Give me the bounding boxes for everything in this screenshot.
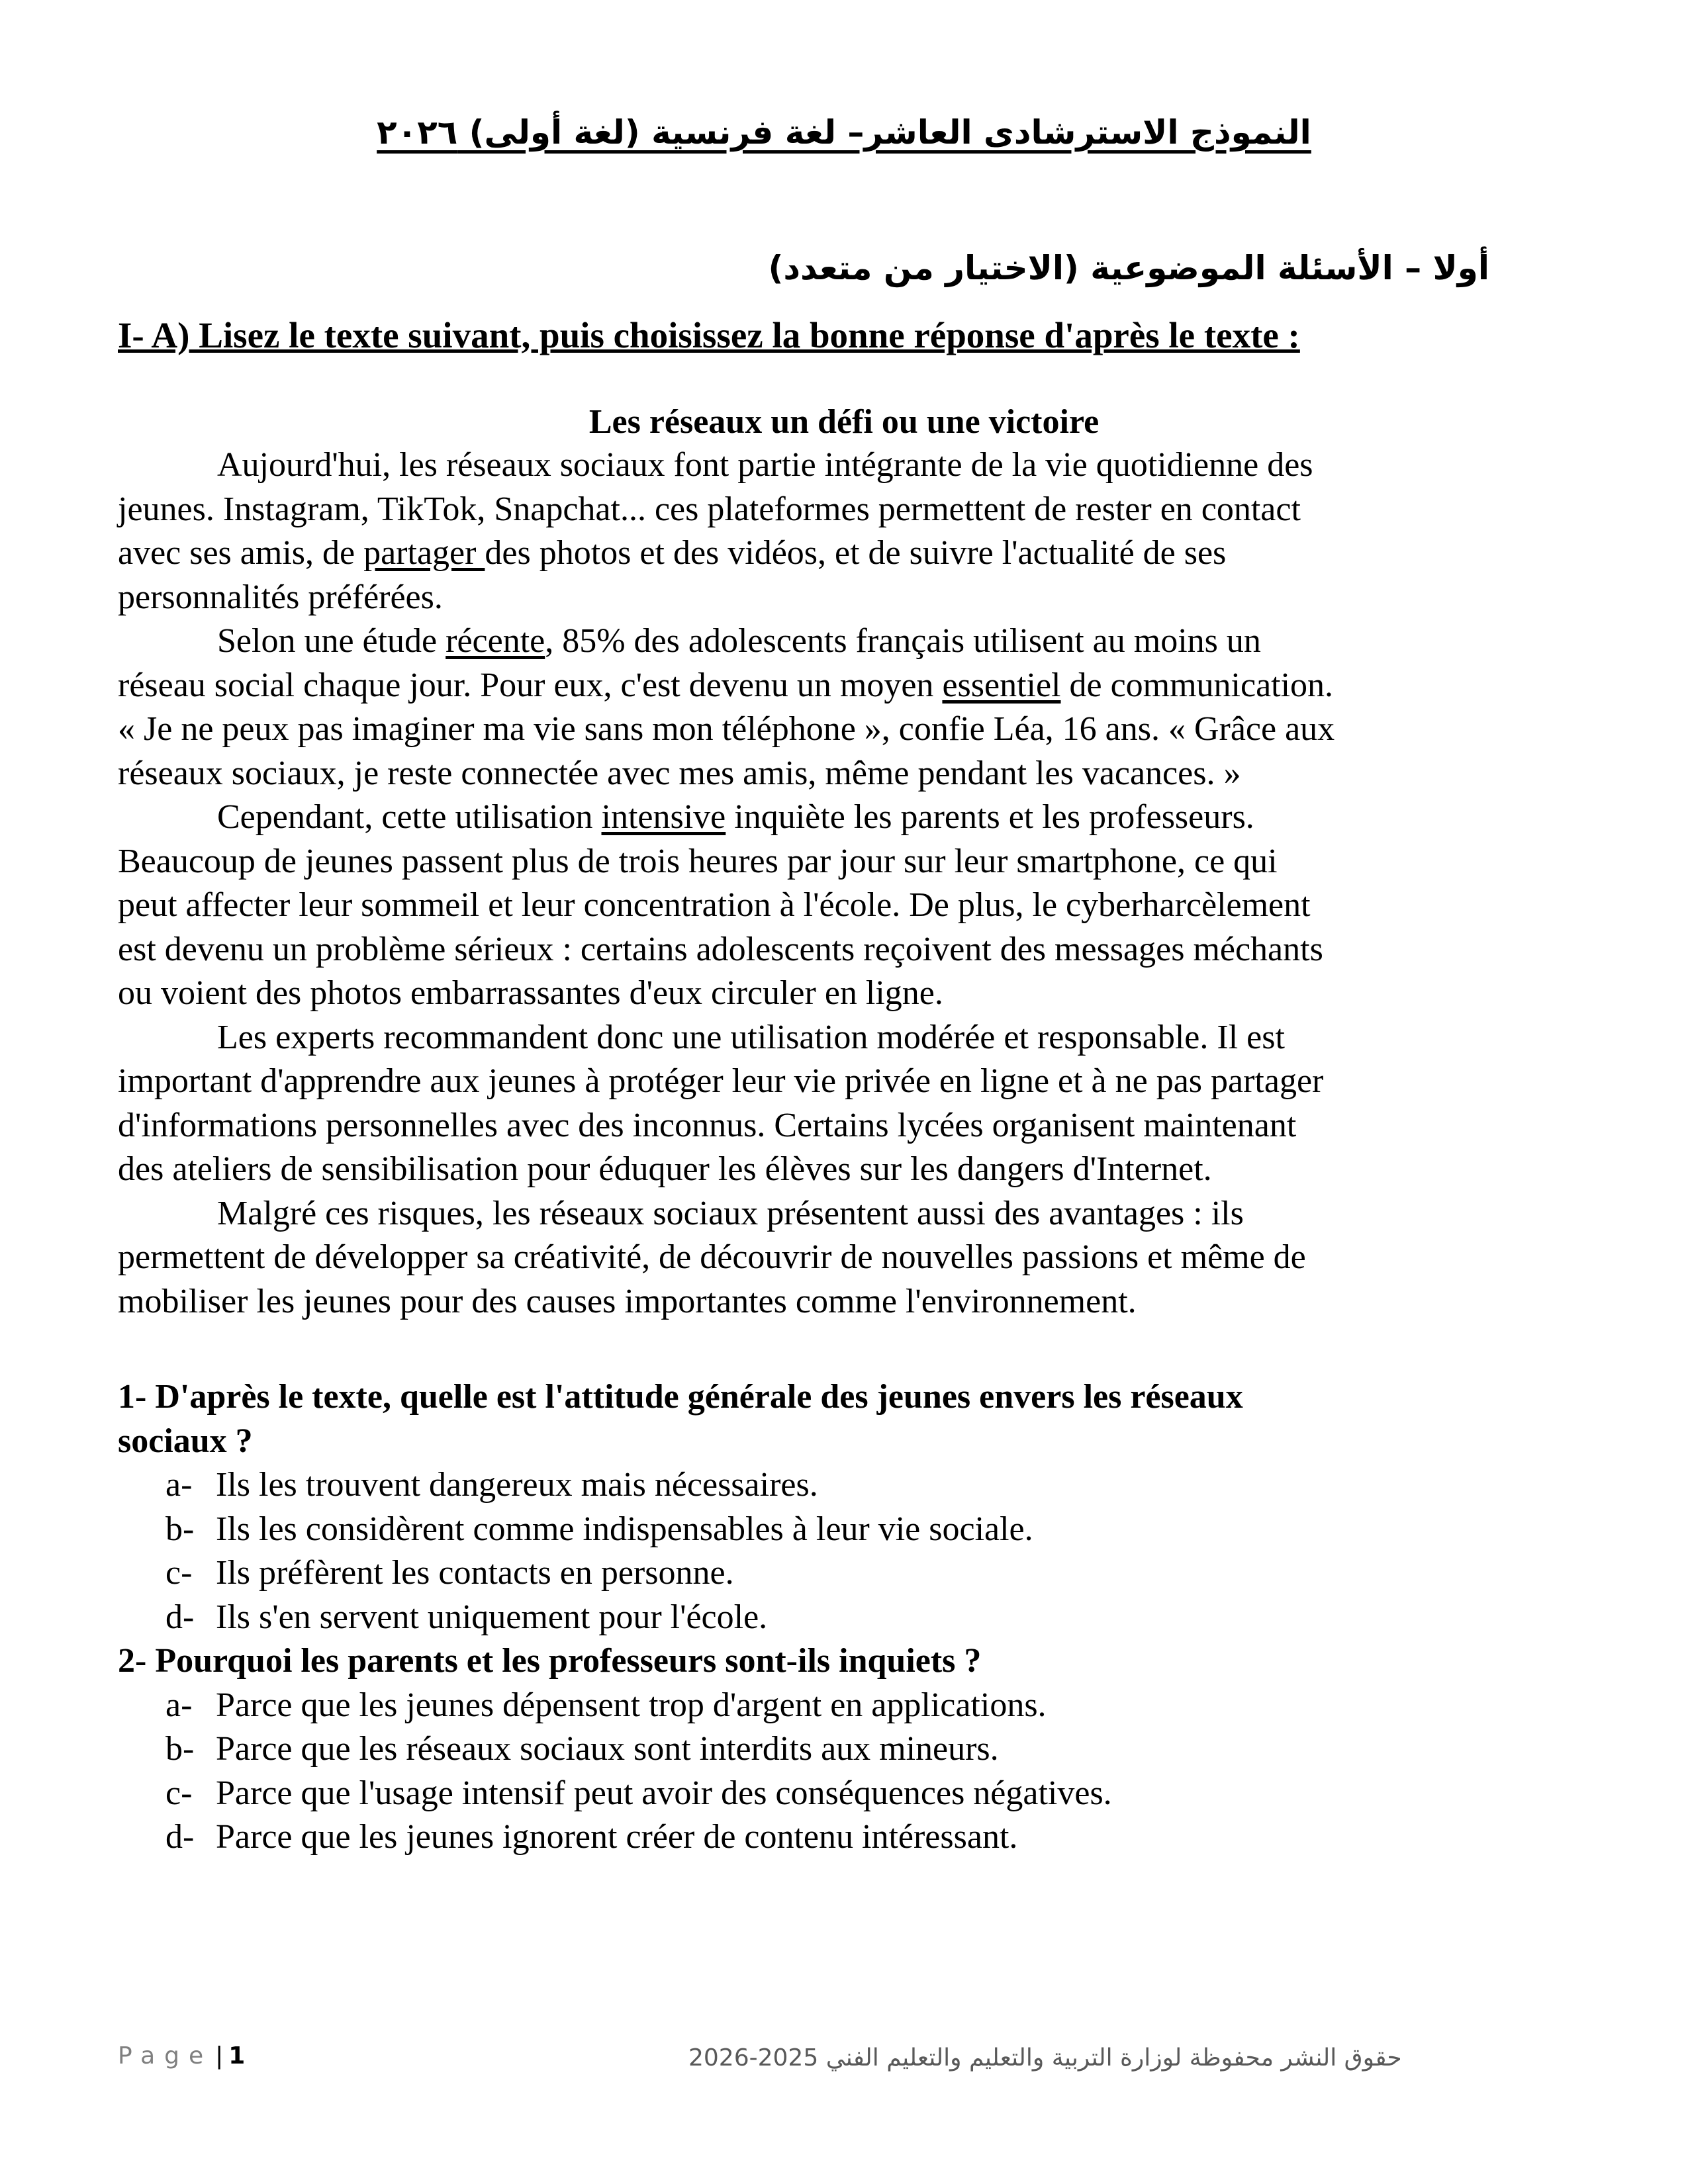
passage-text: des photos et des vidéos, et de suivre l'actualité de ses [485,534,1227,572]
passage-line: personnalités préférées. [118,578,443,616]
option-letter: c- [165,1554,193,1592]
question-1 [118,1375,1574,1639]
passage-paragraph-3 [118,796,1508,1016]
reading-text-title: Les réseaux un défi ou une victoire [588,403,1100,441]
option-text: Parce que les réseaux sociaux sont interdits aux mineurs. [216,1730,999,1768]
passage-line [118,531,1508,576]
passage-line: Les experts recommandent donc une utilisation modérée et responsable. Il est [217,1018,1285,1056]
passage-line: d'informations personnelles avec des inconnus. Certains lycées organisent maintenant [118,1106,1297,1144]
footer-separator: | [215,2042,224,2070]
passage-line: mobiliser les jeunes pour des causes importantes comme l'environnement. [118,1282,1137,1320]
passage-line: peut affecter leur sommeil et leur concentration à l'école. De plus, le cyberharcèlement [118,886,1311,924]
option-letter: a- [165,1686,193,1724]
passage-line: important d'apprendre aux jeunes à protéger leur vie privée en ligne et à ne pas partager [118,1062,1324,1100]
option-text: Ils les considèrent comme indispensables à leur vie sociale. [216,1510,1033,1548]
passage-line: permettent de développer sa créativité, de découvrir de nouvelles passions et même de [118,1238,1306,1276]
option-letter: b- [165,1510,195,1548]
option-b[interactable] [165,1508,1574,1552]
option-a[interactable] [165,1463,1574,1508]
option-text: Ils les trouvent dangereux mais nécessaires. [216,1466,818,1504]
option-c[interactable] [165,1551,1574,1596]
question-1-options [118,1463,1574,1639]
passage-text: Selon une étude [217,622,446,660]
option-c[interactable] [165,1772,1574,1816]
passage-line: ou voient des photos embarrassantes d'eux circuler en ligne. [118,974,943,1012]
question-1-prompt [118,1375,1574,1463]
option-d[interactable] [165,1596,1574,1640]
underlined-word-recente: récente [445,622,545,660]
passage-paragraph-2 [118,619,1508,796]
exercise-instruction: I- A) Lisez le texte suivant, puis choisissez la bonne réponse d'après le texte : [118,315,1300,355]
document-title [0,109,1688,156]
option-text: Ils préfèrent les contacts en personne. [216,1554,734,1592]
footer-page-label: Page [118,2042,213,2070]
question-2-options [118,1684,1574,1860]
reading-passage [118,443,1508,1324]
questions-section [118,1375,1574,1860]
underlined-word-intensive: intensive [601,798,726,836]
question-2-prompt [118,1639,1574,1684]
passage-text: Cependant, cette utilisation [217,798,602,836]
passage-text: , 85% des adolescents français utilisent au moins un [545,622,1261,660]
passage-line: « Je ne peux pas imaginer ma vie sans mon téléphone », confie Léa, 16 ans. « Grâce aux [118,710,1335,748]
option-letter: c- [165,1774,193,1812]
footer-page-number: 1 [228,2042,246,2070]
passage-text: de communication. [1060,666,1334,704]
passage-line: est devenu un problème sérieux : certains adolescents reçoivent des messages méchants [118,930,1323,968]
option-d[interactable] [165,1815,1574,1860]
option-letter: b- [165,1730,195,1768]
option-letter: a- [165,1466,193,1504]
document-title-text: النموذج الاسترشادى العاشر– لغة فرنسية (لغة أولى) ٢٠٢٦ [377,113,1311,152]
underlined-word-partager: partager [363,534,485,572]
footer-copyright: حقوق النشر محفوظة لوزارة التربية والتعليم والتعليم الفني 2025-2026 [688,2044,1402,2071]
passage-line: des ateliers de sensibilisation pour éduquer les élèves sur les dangers d'Internet. [118,1150,1212,1188]
passage-line [118,619,1508,664]
passage-paragraph-5 [118,1192,1508,1324]
option-a[interactable] [165,1684,1574,1728]
passage-line: réseaux sociaux, je reste connectée avec mes amis, même pendant les vacances. » [118,754,1241,792]
option-letter: d- [165,1598,195,1636]
passage-line: Aujourd'hui, les réseaux sociaux font partie intégrante de la vie quotidienne des [217,446,1313,484]
passage-line [118,664,1508,708]
option-text: Parce que l'usage intensif peut avoir des conséquences négatives. [216,1774,1112,1812]
passage-line [118,796,1508,840]
option-b[interactable] [165,1727,1574,1772]
passage-line: jeunes. Instagram, TikTok, Snapchat... ces plateformes permettent de rester en contact [118,490,1301,528]
question-line: 2- Pourquoi les parents et les professeurs sont-ils inquiets ? [118,1642,982,1680]
passage-paragraph-4 [118,1016,1508,1192]
option-text: Parce que les jeunes ignorent créer de contenu intéressant. [216,1818,1018,1856]
passage-paragraph-1 [118,443,1508,619]
passage-text: avec ses amis, de [118,534,364,572]
question-line: 1- D'après le texte, quelle est l'attitude générale des jeunes envers les réseaux [118,1378,1243,1416]
passage-line: Beaucoup de jeunes passent plus de trois heures par jour sur leur smartphone, ce qui [118,842,1278,880]
section-heading: أولا – الأسئلة الموضوعية (الاختيار من متعدد) [768,249,1489,287]
underlined-word-essentiel: essentiel [942,666,1061,704]
question-2 [118,1639,1574,1860]
passage-text: réseau social chaque jour. Pour eux, c'est devenu un moyen [118,666,943,704]
passage-line: Malgré ces risques, les réseaux sociaux présentent aussi des avantages : ils [217,1194,1244,1232]
question-line: sociaux ? [118,1422,253,1460]
option-text: Parce que les jeunes dépensent trop d'argent en applications. [216,1686,1047,1724]
option-letter: d- [165,1818,195,1856]
page-footer-number [118,2040,245,2073]
passage-text: inquiète les parents et les professeurs. [726,798,1254,836]
option-text: Ils s'en servent uniquement pour l'école. [216,1598,768,1636]
